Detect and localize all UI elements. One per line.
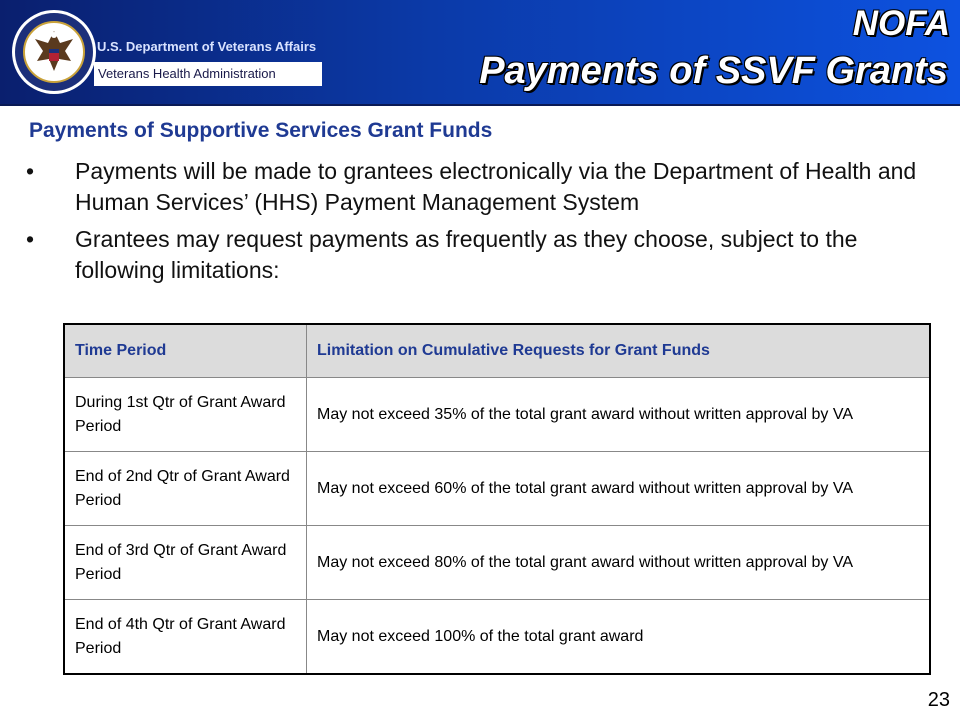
bullet-icon: • bbox=[26, 158, 35, 184]
table-header-row bbox=[64, 324, 930, 378]
table-cell-time-period: During 1st Qtr of Grant Award Period bbox=[64, 378, 307, 452]
bullet-item bbox=[26, 224, 936, 286]
va-seal-icon bbox=[11, 9, 97, 95]
page-number: 23 bbox=[927, 689, 950, 711]
table-cell-limitation: May not exceed 100% of the total grant award bbox=[307, 600, 931, 675]
table-row bbox=[64, 452, 930, 526]
table-cell-limitation: May not exceed 80% of the total grant award without written approval by VA bbox=[307, 526, 931, 600]
table-row bbox=[64, 378, 930, 452]
table-cell-time-period: End of 4th Qtr of Grant Award Period bbox=[64, 600, 307, 675]
bullet-item bbox=[26, 156, 936, 218]
table-cell-time-period: End of 2nd Qtr of Grant Award Period bbox=[64, 452, 307, 526]
table-cell-limitation: May not exceed 60% of the total grant award without written approval by VA bbox=[307, 452, 931, 526]
bullet-icon: • bbox=[26, 226, 35, 252]
column-header-time-period: Time Period bbox=[64, 324, 307, 378]
payment-limitations-table bbox=[63, 323, 931, 675]
slide-header bbox=[0, 0, 960, 106]
administration-box bbox=[94, 62, 322, 86]
administration-name: Veterans Health Administration bbox=[98, 66, 276, 81]
slide-title-line1: NOFA bbox=[852, 4, 950, 43]
bullet-text: Payments will be made to grantees electronically via the Department of Health and Human Services’ (HHS) Payment Management System bbox=[75, 158, 917, 215]
table-row bbox=[64, 600, 930, 675]
column-header-limitation: Limitation on Cumulative Requests for Grant Funds bbox=[307, 324, 931, 378]
table-row bbox=[64, 526, 930, 600]
slide-title-line2: Payments of SSVF Grants bbox=[479, 50, 948, 92]
table-cell-limitation: May not exceed 35% of the total grant award without written approval by VA bbox=[307, 378, 931, 452]
department-name: U.S. Department of Veterans Affairs bbox=[97, 39, 317, 54]
table-cell-time-period: End of 3rd Qtr of Grant Award Period bbox=[64, 526, 307, 600]
bullet-text: Grantees may request payments as frequently as they choose, subject to the following limitations: bbox=[75, 226, 858, 283]
bullet-list bbox=[26, 156, 936, 292]
section-heading: Payments of Supportive Services Grant Funds bbox=[29, 119, 493, 142]
